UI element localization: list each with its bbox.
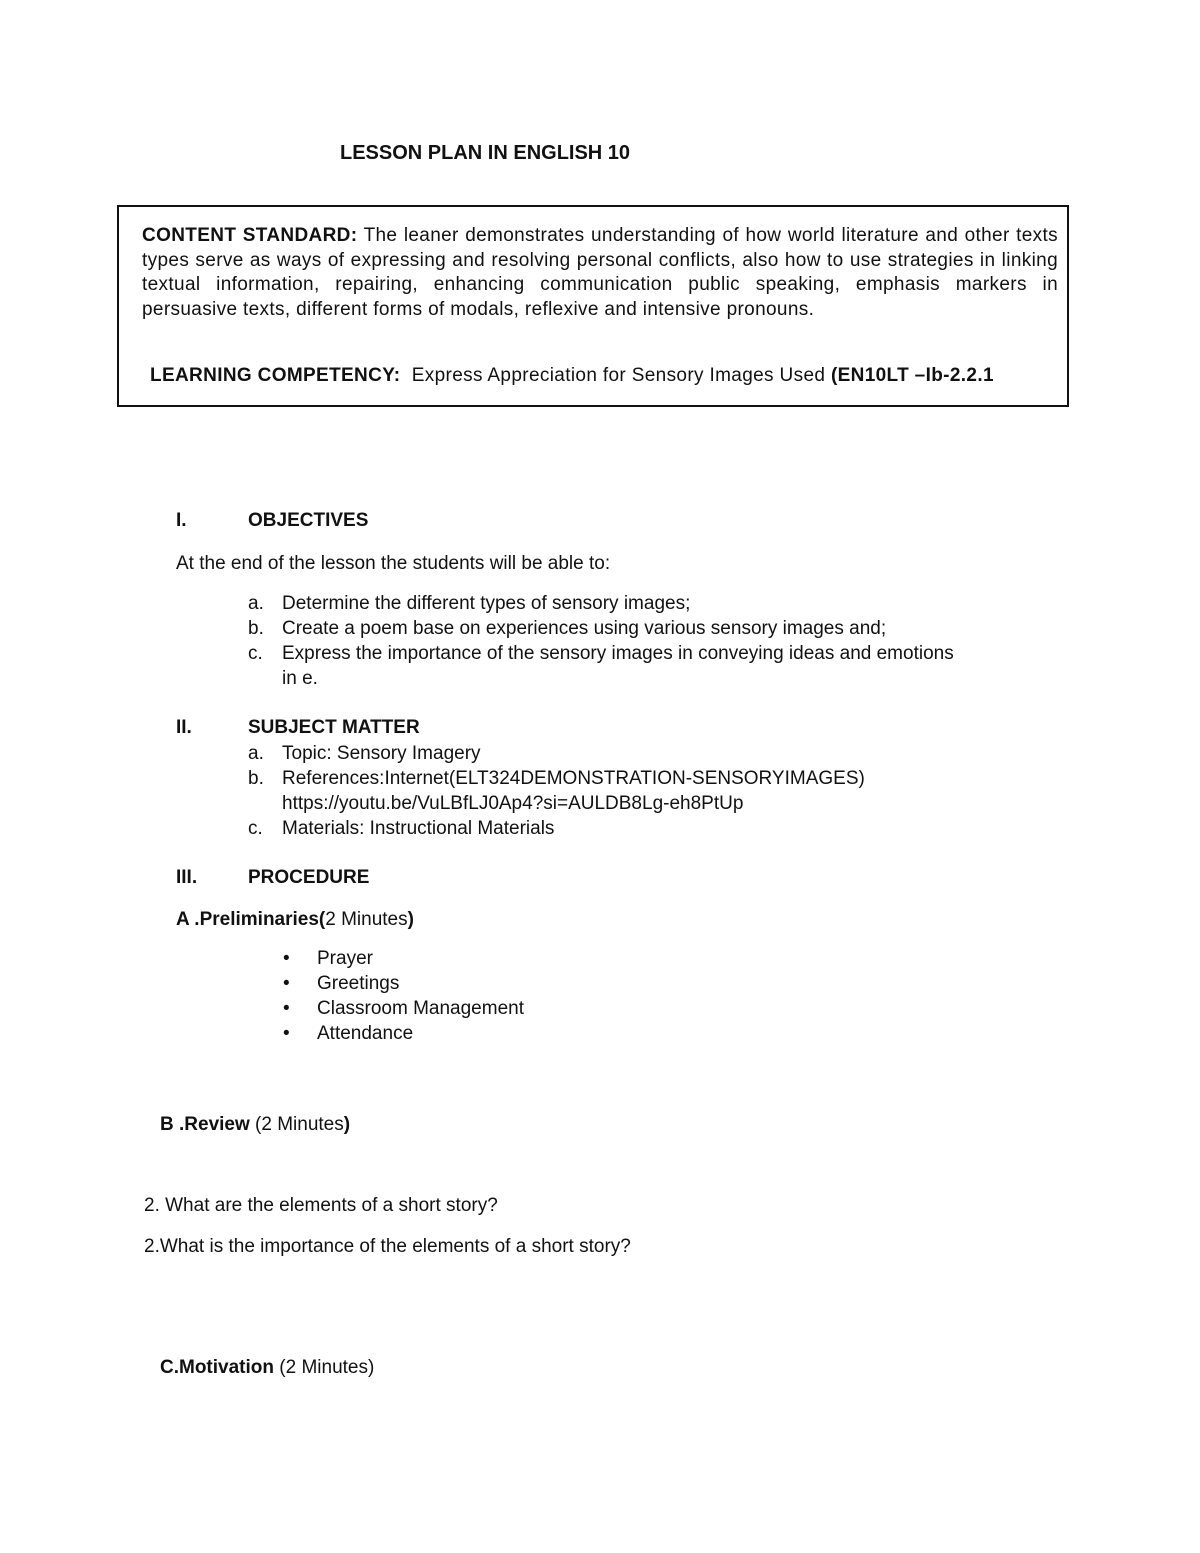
- learning-competency-code: (EN10LT –Ib-2.2.1: [830, 365, 994, 386]
- section-number: III.: [176, 867, 198, 888]
- list-item: [283, 996, 783, 1021]
- section-procedure: [176, 867, 576, 891]
- list-item: [283, 946, 783, 971]
- section-subject-matter: [176, 717, 576, 741]
- section-heading: OBJECTIVES: [248, 510, 369, 531]
- list-text: Greetings: [317, 973, 400, 994]
- content-standard: [142, 224, 1058, 322]
- list-text: Express the importance of the sensory images in conveying ideas and emotions: [282, 643, 954, 664]
- preliminaries-heading: A .Preliminaries(2 Minutes): [176, 909, 414, 930]
- learning-competency-label: LEARNING COMPETENCY:: [150, 365, 401, 386]
- subject-matter-list: [248, 741, 1068, 841]
- list-text: Materials: Instructional Materials: [282, 818, 555, 839]
- bullet-icon: •: [283, 948, 290, 969]
- list-text: Prayer: [317, 948, 373, 969]
- learning-competency: [142, 364, 1058, 388]
- list-marker: a.: [248, 593, 264, 614]
- review-question: 2.What is the importance of the elements of a short story?: [144, 1236, 631, 1257]
- content-standard-label: CONTENT STANDARD:: [142, 225, 358, 246]
- list-text: Attendance: [317, 1023, 414, 1044]
- list-marker: c.: [248, 643, 263, 664]
- list-item: [248, 616, 1068, 641]
- list-marker: b.: [248, 618, 264, 639]
- list-item: [283, 971, 783, 996]
- section-heading: SUBJECT MATTER: [248, 717, 420, 738]
- list-marker: c.: [248, 818, 263, 839]
- page-title: LESSON PLAN IN ENGLISH 10: [340, 142, 631, 164]
- review-heading: B .Review (2 Minutes): [160, 1114, 351, 1135]
- learning-competency-text: Express Appreciation for Sensory Images Used: [411, 365, 826, 386]
- objectives-intro: At the end of the lesson the students will be able to:: [176, 553, 611, 574]
- bullet-icon: •: [283, 1023, 290, 1044]
- content-standard-text: The leaner demonstrates understanding of how world literature and other texts types serve as ways of expressing and resolving personal conflicts, also how to use strategies in linking textual information, repairing, enhancing communication public speaking, emphasis markers in persuasive texts, different forms of modals, reflexive and intensive pronouns.: [142, 225, 1058, 320]
- objectives-list: [248, 591, 1068, 691]
- list-item: [248, 816, 1068, 841]
- list-text: Determine the different types of sensory images;: [282, 593, 691, 614]
- bullet-icon: •: [283, 973, 290, 994]
- review-question: 2. What are the elements of a short story?: [144, 1195, 498, 1216]
- list-marker: a.: [248, 743, 264, 764]
- list-marker: b.: [248, 768, 264, 789]
- section-heading: PROCEDURE: [248, 867, 370, 888]
- list-item: [248, 766, 1068, 816]
- list-item: [283, 1021, 783, 1046]
- section-number: I.: [176, 510, 187, 531]
- list-text: Create a poem base on experiences using various sensory images and;: [282, 618, 887, 639]
- list-text: Classroom Management: [317, 998, 524, 1019]
- motivation-heading: C.Motivation (2 Minutes): [160, 1357, 375, 1378]
- list-item: [248, 641, 1068, 691]
- reference-link[interactable]: https://youtu.be/VuLBfLJ0Ap4?si=AULDB8Lg-eh8PtUp: [282, 793, 744, 814]
- list-text-continued: in e.: [282, 668, 318, 689]
- list-item: [248, 591, 1068, 616]
- list-text: Topic: Sensory Imagery: [282, 743, 481, 764]
- list-item: [248, 741, 1068, 766]
- bullet-icon: •: [283, 998, 290, 1019]
- section-objectives: [176, 510, 576, 534]
- section-number: II.: [176, 717, 192, 738]
- preliminaries-list: [283, 946, 783, 1046]
- list-text: References:Internet(ELT324DEMONSTRATION-SENSORYIMAGES): [282, 768, 865, 789]
